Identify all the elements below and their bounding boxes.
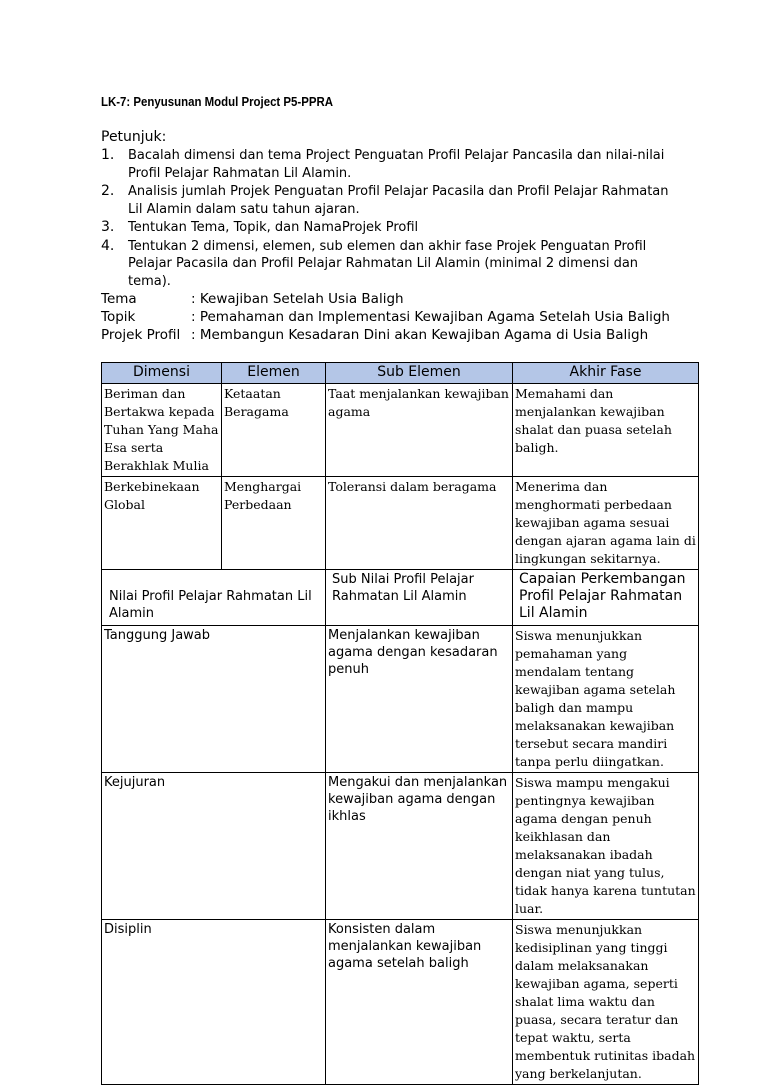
nilai-cell: Disiplin — [102, 920, 326, 1085]
meta-row-tema — [101, 290, 670, 308]
header-akhir-fase: Akhir Fase — [513, 363, 699, 384]
instruction-number: 3. — [101, 219, 115, 235]
instruction-text: Tentukan 2 dimensi, elemen, sub elemen dan akhir fase Projek Penguatan Profil Pelajar Pacasila dan Profil Pelajar Rahmatan Lil Alamin (minimal 2 dimensi dan tema). — [128, 238, 647, 289]
instruction-text: Tentukan Tema, Topik, dan NamaProjek Profil — [128, 220, 419, 235]
instruction-number: 2. — [101, 183, 115, 199]
instruction-number: 4. — [101, 237, 115, 254]
instruction-item — [101, 238, 671, 291]
table-row — [102, 773, 699, 920]
capaian-cell: Siswa menunjukkan pemahaman yang mendalam tentang kewajiban agama setelah baligh dan mampu melaksanakan kewajiban tersebut secara mandiri tanpa perlu diingatkan. — [513, 626, 699, 773]
instruction-item — [101, 183, 671, 218]
meta-value: : Pemahaman dan Implementasi Kewajiban Agama Setelah Usia Baligh — [191, 309, 670, 325]
sub-elemen-cell: Toleransi dalam beragama — [326, 477, 513, 570]
sub-nilai-cell: Mengakui dan menjalankan kewajiban agama dengan ikhlas — [326, 773, 513, 920]
instruction-item — [101, 147, 671, 182]
elemen-cell: Menghargai Perbedaan — [222, 477, 326, 570]
akhir-fase-cell: Menerima dan menghormati perbedaan kewajiban agama sesuai dengan ajaran agama lain di lingkungan sekitarnya. — [513, 477, 699, 570]
project-meta — [101, 290, 670, 344]
meta-row-projek-profil — [101, 326, 670, 344]
akhir-fase-cell: Memahami dan menjalankan kewajiban shalat dan puasa setelah baligh. — [513, 384, 699, 477]
header-dimensi: Dimensi — [102, 363, 222, 384]
meta-value: : Kewajiban Setelah Usia Baligh — [191, 291, 404, 307]
meta-row-topik — [101, 308, 670, 326]
meta-key: Tema — [101, 291, 137, 307]
page-title: LK-7: Penyusunan Modul Project P5-PPRA — [101, 94, 334, 109]
instruction-text: Analisis jumlah Projek Penguatan Profil Pelajar Pacasila dan Profil Pelajar Rahmatan Lil Alamin dalam satu tahun ajaran. — [128, 184, 669, 217]
capaian-header: Capaian Perkembangan Profil Pelajar Rahmatan Lil Alamin — [513, 570, 699, 626]
dimensi-cell: Berkebinekaan Global — [102, 477, 222, 570]
instruction-number: 1. — [101, 147, 115, 163]
table-row — [102, 384, 699, 477]
sub-header-row — [102, 570, 699, 626]
instruction-text: Bacalah dimensi dan tema Project Penguatan Profil Pelajar Pancasila dan nilai-nilai Profil Pelajar Rahmatan Lil Alamin. — [128, 148, 665, 181]
meta-value: : Membangun Kesadaran Dini akan Kewajiban Agama di Usia Baligh — [191, 327, 649, 343]
header-elemen: Elemen — [222, 363, 326, 384]
header-sub-elemen: Sub Elemen — [326, 363, 513, 384]
sub-elemen-cell: Taat menjalankan kewajiban agama — [326, 384, 513, 477]
nilai-header: Nilai Profil Pelajar Rahmatan Lil Alamin — [102, 570, 326, 626]
meta-key: Topik — [101, 309, 136, 325]
table-header-row — [102, 363, 699, 384]
meta-key: Projek Profil — [101, 327, 181, 343]
module-table — [101, 362, 699, 1085]
instructions-list — [101, 147, 671, 291]
instructions-label: Petunjuk: — [101, 129, 167, 145]
sub-nilai-header: Sub Nilai Profil Pelajar Rahmatan Lil Alamin — [326, 570, 513, 626]
table-row — [102, 477, 699, 570]
nilai-cell: Tanggung Jawab — [102, 626, 326, 773]
table-row — [102, 626, 699, 773]
sub-nilai-cell: Menjalankan kewajiban agama dengan kesadaran penuh — [326, 626, 513, 773]
capaian-cell: Siswa menunjukkan kedisiplinan yang tinggi dalam melaksanakan kewajiban agama, seperti shalat lima waktu dan puasa, secara teratur dan tepat waktu, serta membentuk rutinitas ibadah yang berkelanjutan. — [513, 920, 699, 1085]
dimensi-cell: Beriman dan Bertakwa kepada Tuhan Yang Maha Esa serta Berakhlak Mulia — [102, 384, 222, 477]
elemen-cell: Ketaatan Beragama — [222, 384, 326, 477]
nilai-cell: Kejujuran — [102, 773, 326, 920]
table-row — [102, 920, 699, 1085]
sub-nilai-cell: Konsisten dalam menjalankan kewajiban agama setelah baligh — [326, 920, 513, 1085]
instruction-item — [101, 219, 671, 237]
capaian-cell: Siswa mampu mengakui pentingnya kewajiban agama dengan penuh keikhlasan dan melaksanakan ibadah dengan niat yang tulus, tidak hanya karena tuntutan luar. — [513, 773, 699, 920]
